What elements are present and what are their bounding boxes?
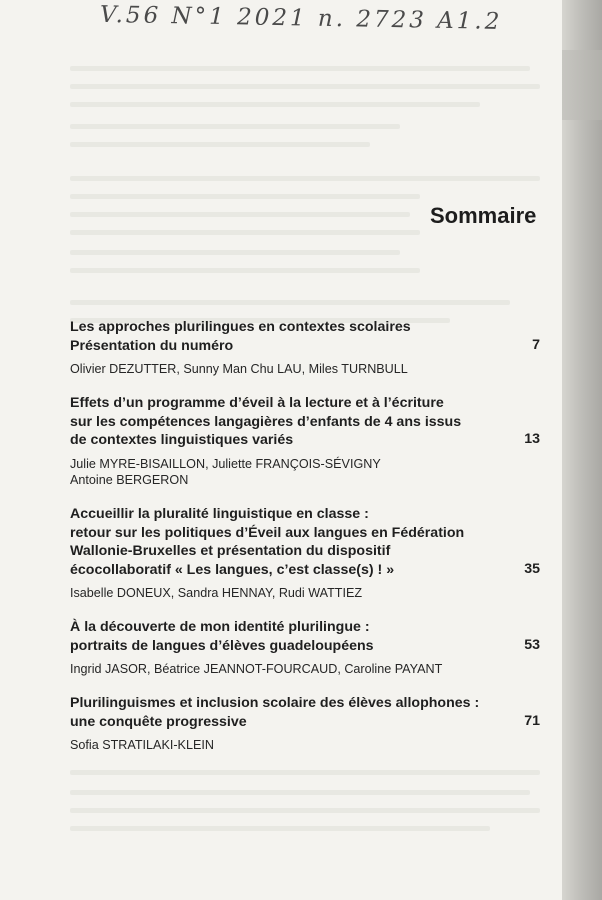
toc-entry[interactable] <box>70 318 540 378</box>
toc-entry-title <box>70 618 540 655</box>
toc-title-line: Accueillir la pluralité linguistique en classe : <box>70 506 369 522</box>
toc-page-number: 35 <box>524 560 540 577</box>
toc-title-line: de contextes linguistiques variés <box>70 432 294 448</box>
toc-title-line: À la découverte de mon identité plurilingue : <box>70 619 370 635</box>
toc-title-line: une conquête progressive <box>70 713 247 730</box>
toc-entry-title <box>70 394 540 450</box>
toc-entry[interactable] <box>70 394 540 489</box>
toc-author-line: Olivier DEZUTTER, Sunny Man Chu LAU, Miles TURNBULL <box>70 362 408 376</box>
toc-author-line: Ingrid JASOR, Béatrice JEANNOT-FOURCAUD, Caroline PAYANT <box>70 662 443 676</box>
toc-page-number: 13 <box>524 431 540 447</box>
toc-author-line: Sofia STRATILAKI-KLEIN <box>70 738 214 752</box>
toc-title-line: Effets d’un programme d’éveil à la lecture et à l’écriture <box>70 395 444 411</box>
toc-entry-authors <box>70 456 540 489</box>
toc-entry-authors <box>70 361 540 378</box>
toc-entry-title <box>70 318 540 355</box>
toc-page-number: 53 <box>524 636 540 653</box>
toc-entry-title <box>70 505 540 579</box>
toc-entry[interactable] <box>70 694 540 754</box>
toc-entry-authors <box>70 737 540 754</box>
page-binding-shadow <box>562 0 602 900</box>
toc-title-line: Wallonie-Bruxelles et présentation du dispositif <box>70 543 391 559</box>
toc-entry-authors <box>70 585 540 602</box>
toc-author-line: Julie MYRE-BISAILLON, Juliette FRANÇOIS-SÉVIGNY <box>70 456 381 471</box>
handwritten-reference-note: V.56 N°1 2021 n. 2723 A1.2 <box>99 1 503 35</box>
toc-page-number: 71 <box>524 712 540 729</box>
toc-author-line: Isabelle DONEUX, Sandra HENNAY, Rudi WATTIEZ <box>70 586 363 600</box>
toc-title-line: écocollaboratif « Les langues, c’est classe(s) ! » <box>70 561 395 578</box>
toc-entry[interactable] <box>70 505 540 602</box>
toc-title-line: portraits de langues d’élèves guadeloupéens <box>70 637 374 654</box>
toc-title-line: sur les compétences langagières d’enfants de 4 ans issus <box>70 413 462 430</box>
toc-entry-title <box>70 694 540 731</box>
toc-page-number: 7 <box>532 336 540 353</box>
toc-title-line: Plurilinguismes et inclusion scolaire des élèves allophones : <box>70 695 480 711</box>
toc-entry-authors <box>70 661 540 678</box>
toc-title-line: Présentation du numéro <box>70 337 234 354</box>
toc-title-line: Les approches plurilingues en contextes scolaires <box>70 319 411 335</box>
toc-author-line: Antoine BERGERON <box>70 473 189 487</box>
page-title: Sommaire <box>430 203 537 228</box>
page-edge-tab <box>562 50 602 120</box>
toc-entry[interactable] <box>70 618 540 678</box>
toc-title-line: retour sur les politiques d’Éveil aux langues en Fédération <box>70 524 465 541</box>
